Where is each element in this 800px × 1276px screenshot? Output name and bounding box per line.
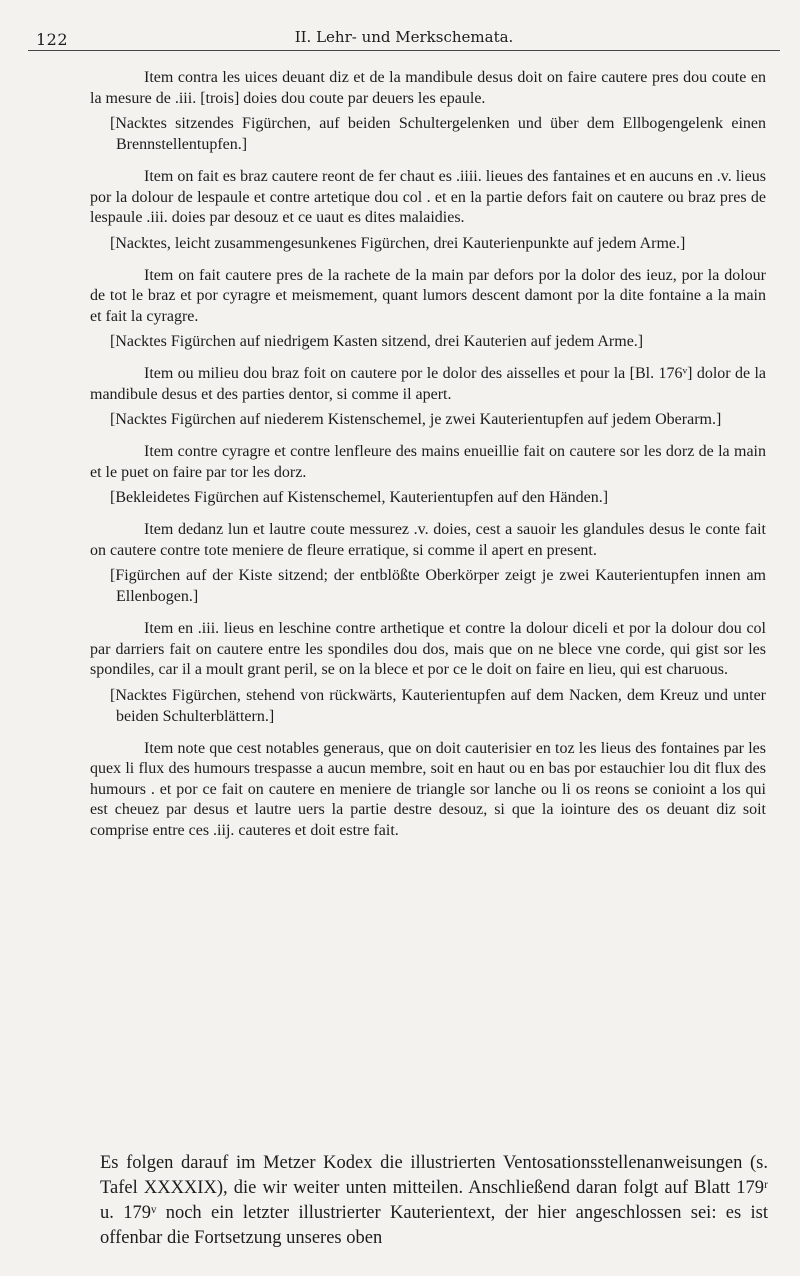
latin-paragraph: Item dedanz lun et lautre coute messurez .v. doies, cest a sauoir les glandules desus le conte fait on cautere contre tote meniere de fleure erratique, si comme il apert en present. xyxy=(90,521,766,559)
entry-6 xyxy=(0,520,800,607)
page-body xyxy=(0,68,800,853)
page-header xyxy=(28,28,780,50)
running-title: II. Lehr- und Merkschemata. xyxy=(294,28,514,46)
entry-1 xyxy=(0,68,800,155)
illustration-note: [Nacktes, leicht zusammengesunkenes Figürchen, drei Kauterienpunkte auf jedem Arme.] xyxy=(110,234,686,252)
entry-2 xyxy=(0,167,800,254)
illustration-note: [Nacktes Figürchen, stehend von rückwärts, Kauterientupfen auf dem Nacken, dem Kreuz und unter beiden Schulterblättern.] xyxy=(110,686,766,725)
latin-paragraph: Item note que cest notables generaus, que on doit cauterisier en toz les lieus des fontaines par les quex li flux des humours trespasse a aucun membre, soit en haut ou en bas por estauchier lou dit flux des humours . et por ce fait on cautere en meniere de triangle sor lanche ou li os reons se conioint a los qui est cheuez par desus et lautre uers la partie destre desouz, si que la iointure des os deuant diz soit comprise entre ces .iij. cauteres et doit estre fait. xyxy=(90,739,766,839)
illustration-note: [Nacktes Figürchen auf niedrigem Kasten sitzend, drei Kauterien auf jedem Arme.] xyxy=(110,333,644,350)
latin-paragraph: Item on fait cautere pres de la rachete de la main par defors por la dolor des ieuz, por la dolour de tot le braz et por cyragre et meismement, quant lumors descent damont por la dite fontaine a la main et fait la cyragre. xyxy=(90,266,766,325)
illustration-note: [Nacktes sitzendes Figürchen, auf beiden Schultergelenken und über dem Ellbogengelenk einen Brennstellentupfen.] xyxy=(110,115,766,153)
illustration-note: [Bekleidetes Figürchen auf Kistenschemel, Kauterientupfen auf den Händen.] xyxy=(110,489,609,506)
entry-4 xyxy=(0,364,800,430)
latin-paragraph: Item on fait es braz cautere reont de fer chaut es .iiii. lieues des fantaines et en aucuns en .v. lieus por la dolour de lespaule et contre artetique dou col . et en la partie defors fait on cautere ou braz pres de lespaule .iii. doies par desouz et ce uaut es dites malaidies. xyxy=(90,168,766,226)
entry-7 xyxy=(0,619,800,727)
closing-paragraph: Es folgen darauf im Metzer Kodex die illustrierten Ventosationsstellenanweisungen (s. Tafel XXXXIX), die wir weiter unten mitteilen. Anschließend daran folgt auf Blatt 179ʳ u. 179ᵛ noch ein letzter illustrierter Kauterientext, der hier angeschlossen sei: es ist offenbar die Fortsetzung unseres oben xyxy=(100,1152,768,1248)
latin-paragraph: Item contra les uices deuant diz et de la mandibule desus doit on faire cautere pres dou coute en la mesure de .iii. [trois] doies dou coute par deuers les epaule. xyxy=(90,69,766,107)
entry-3 xyxy=(0,266,800,353)
illustration-note: [Nacktes Figürchen auf niederem Kistenschemel, je zwei Kauterientupfen auf jedem Oberarm.] xyxy=(110,411,722,428)
latin-paragraph: Item ou milieu dou braz foit on cautere por le dolor des aisselles et pour la [Bl. 176ᵛ] dolor de la mandibule desus et des parties dentor, si comme il apert. xyxy=(90,365,766,403)
latin-paragraph: Item en .iii. lieus en leschine contre arthetique et contre la dolour diceli et por la dolour dou col par darriers fait on cautere entre les spondiles dou dos, mais que on ne blece vne corde, qui gist sor les spondiles, car il a moult grant peril, se on la blece et por ce le doit on faire en lieu, qui est charuous. xyxy=(90,620,766,678)
illustration-note: [Figürchen auf der Kiste sitzend; der entblößte Oberkörper zeigt je zwei Kauterientupfen innen am Ellenbogen.] xyxy=(110,567,766,605)
latin-paragraph: Item contre cyragre et contre lenfleure des mains enueillie fait on cautere sor les dorz de la main et le puet on faire par tor les dorz. xyxy=(90,443,766,481)
header-rule xyxy=(28,50,780,51)
page-number: 122 xyxy=(36,30,69,49)
entry-8 xyxy=(0,739,800,842)
entry-5 xyxy=(0,442,800,508)
